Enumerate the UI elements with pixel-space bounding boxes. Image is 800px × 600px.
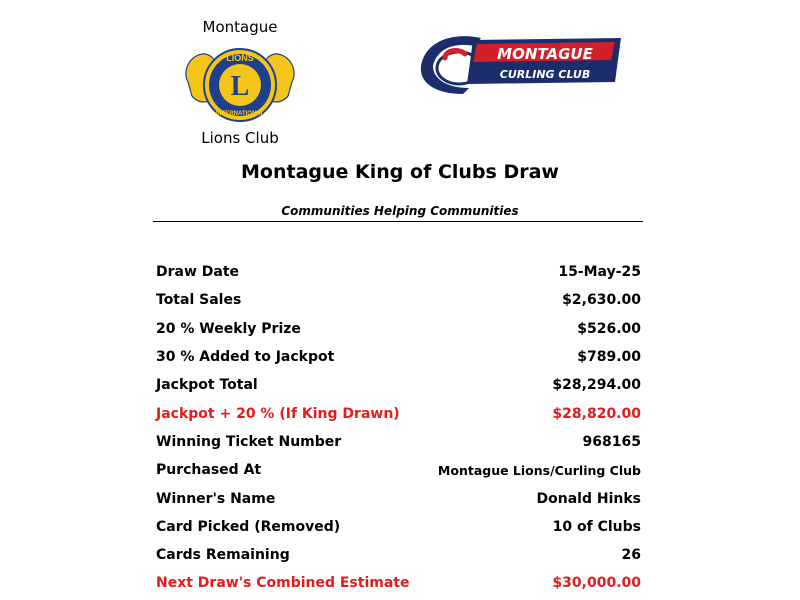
row-winning-ticket [156,428,641,456]
row-label: 30 % Added to Jackpot [156,349,335,366]
row-jackpot-if-king-drawn [156,399,641,427]
row-label: Card Picked (Removed) [156,518,341,535]
row-label: Next Draw's Combined Estimate [156,575,410,592]
row-cards-remaining [156,541,641,569]
curling-logo-line1: MONTAGUE [497,45,593,63]
row-winner-name [156,484,641,512]
row-weekly-prize [156,315,641,343]
row-next-draw-estimate [156,569,641,597]
row-value: 10 of Clubs [552,518,641,535]
row-label: Jackpot Total [156,377,258,394]
row-value: 968165 [582,433,641,450]
row-value: $28,820.00 [552,405,641,422]
row-added-to-jackpot [156,343,641,371]
row-label: Winning Ticket Number [156,433,342,450]
title-divider [153,221,643,222]
row-value: $28,294.00 [552,377,641,394]
row-value: $30,000.00 [552,575,641,592]
lions-logo-letter: L [230,71,250,102]
lions-logo-ring: INTERNATIONAL [215,111,265,117]
page-title: Montague King of Clubs Draw [241,161,559,183]
row-label: Cards Remaining [156,547,290,564]
row-label: Jackpot + 20 % (If King Drawn) [156,405,400,422]
row-draw-date [156,258,641,286]
row-value: $526.00 [577,320,641,337]
row-value: $789.00 [577,349,641,366]
curling-logo-line2: CURLING CLUB [499,68,591,81]
lions-logo-word: LIONS [226,53,254,63]
row-value: 26 [621,547,641,564]
lions-club-bottom-label: Lions Club [201,129,279,147]
draw-results-table [156,258,641,598]
row-value: Montague Lions/Curling Club [437,462,641,478]
row-purchased-at [156,456,641,484]
page-subtitle: Communities Helping Communities [281,204,519,218]
row-value: 15-May-25 [558,264,641,281]
lions-club-top-label: Montague [202,18,278,36]
row-card-picked [156,513,641,541]
row-label: 20 % Weekly Prize [156,320,301,337]
curling-club-logo [415,28,625,98]
row-jackpot-total [156,371,641,399]
row-label: Total Sales [156,292,242,309]
row-label: Draw Date [156,264,240,281]
row-label: Winner's Name [156,490,276,507]
row-label: Purchased At [156,462,262,479]
row-value: Donald Hinks [536,490,641,507]
lions-international-logo [180,40,300,130]
row-total-sales [156,286,641,314]
row-value: $2,630.00 [562,292,641,309]
